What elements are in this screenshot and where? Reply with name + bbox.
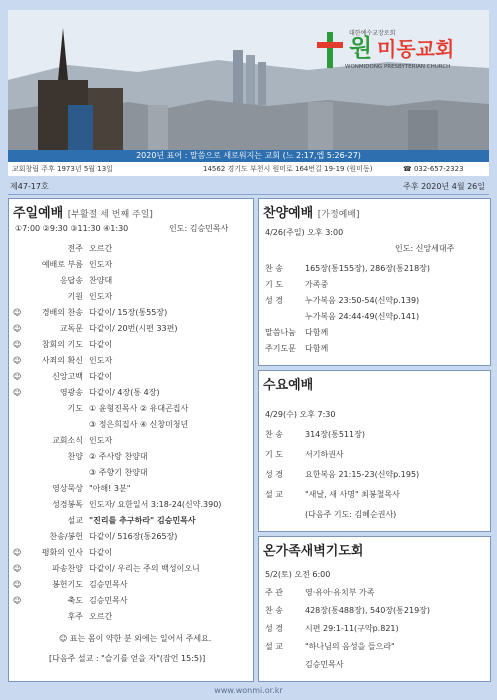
order-label: 영광송 xyxy=(59,388,83,397)
order-value: 오르간 xyxy=(89,244,113,253)
praise-label: 성 경 xyxy=(265,296,283,305)
sunday-order-row xyxy=(13,243,112,254)
church-phone: ☎ 032-657-2323 xyxy=(403,165,464,173)
order-value: ① 윤형진목사 ② 유대곤집사 xyxy=(89,404,189,413)
wed-label: 찬 송 xyxy=(265,430,283,439)
wed-row xyxy=(265,509,396,520)
church-info-bar xyxy=(8,162,489,176)
sunday-order-row xyxy=(13,547,112,558)
praise-row xyxy=(265,279,328,290)
praise-leader: 인도: 신앙세대주 xyxy=(395,244,455,253)
dawn-label: 설 교 xyxy=(265,642,283,651)
order-value: 인도자/ 요한일서 3:18-24(신약.390) xyxy=(89,500,222,509)
standing-mark-icon: ☺ xyxy=(13,324,22,333)
sunday-leader: 인도: 김승민목사 xyxy=(169,224,229,233)
dawn-value: "하나님의 음성을 들으라" xyxy=(305,642,395,651)
order-value: ③ 정은희집사 ④ 신창미청년 xyxy=(89,420,189,429)
sunday-order-row xyxy=(13,323,177,334)
dawn-row xyxy=(265,641,395,652)
sunday-title: 주일예배 xyxy=(13,206,64,221)
standing-mark-icon: ☺ xyxy=(13,564,22,573)
order-label: 전주 xyxy=(67,244,83,253)
order-label: 참회의 기도 xyxy=(41,340,83,349)
wed-value: (다음주 기도: 김혜순권사) xyxy=(305,510,397,519)
order-value: 김승민목사 xyxy=(89,596,128,605)
dawn-title: 온가족새벽기도회 xyxy=(263,544,364,559)
praise-row xyxy=(265,327,328,338)
dawn-value: 영·유아·유치부 가족 xyxy=(305,588,375,597)
praise-time: 4/26(주일) 오후 3:00 xyxy=(265,228,344,237)
wed-row xyxy=(265,469,419,480)
sunday-order-row xyxy=(13,531,177,542)
order-label: 예배로 부름 xyxy=(41,260,83,269)
dawn-label: 주 관 xyxy=(265,588,283,597)
website-url: www.wonmi.or.kr xyxy=(214,686,283,695)
standing-mark-icon: ☺ xyxy=(13,388,22,397)
wed-value: 요한복음 21:15-23(신약p.195) xyxy=(305,470,420,479)
praise-row xyxy=(265,295,419,306)
praise-row xyxy=(265,311,419,322)
cross-logo-icon xyxy=(315,32,345,68)
order-label: 기원 xyxy=(67,292,83,301)
sunday-order-row xyxy=(13,579,128,590)
order-label: 경배의 찬송 xyxy=(41,308,83,317)
church-english-name: WONMIDONG PRESBYTERIAN CHURCH xyxy=(345,64,451,70)
dawn-heading xyxy=(259,537,490,562)
order-label: 봉헌기도 xyxy=(52,580,83,589)
praise-subtitle: [가정예배] xyxy=(317,210,360,220)
wed-row xyxy=(265,429,365,440)
praise-value: 다함께 xyxy=(305,328,329,337)
standing-mark-icon: ☺ xyxy=(13,596,22,605)
founded-date: 교회창립 주후 1973년 5월 13일 xyxy=(12,165,113,173)
order-label: 기도 xyxy=(67,404,83,413)
standing-mark-icon: ☺ xyxy=(13,308,22,317)
praise-value: 누가복음 24:44-49(신약p.141) xyxy=(305,312,420,321)
sunday-order-row xyxy=(13,467,148,478)
sunday-order-row xyxy=(13,403,188,414)
sunday-order-row xyxy=(13,339,112,350)
dawn-label: 찬 송 xyxy=(265,606,283,615)
dawn-value: 428장(통488장), 540장(통219장) xyxy=(305,606,431,615)
order-value: 다같이/ 15장(통55장) xyxy=(89,308,168,317)
church-subtitle: 대한예수교장로회 xyxy=(349,30,396,37)
wednesday-worship-box xyxy=(258,370,491,532)
issue-number: 제47-17호 xyxy=(10,182,49,191)
order-label: 축도 xyxy=(67,596,83,605)
dawn-row xyxy=(265,623,399,634)
sunday-order-row xyxy=(13,419,188,430)
sunday-worship-box xyxy=(8,198,254,682)
order-value: 인도자 xyxy=(89,356,113,365)
sunday-order-row xyxy=(13,563,200,574)
dawn-value: 시편 29:1-11(구약p.821) xyxy=(305,624,399,633)
order-label: 사죄의 확신 xyxy=(41,356,83,365)
issue-header xyxy=(8,180,489,195)
order-value: "진리를 추구하라" 김승민목사 xyxy=(89,516,196,525)
wed-title: 수요예배 xyxy=(263,378,314,393)
sunday-order-row xyxy=(13,387,160,398)
praise-label: 말씀나눔 xyxy=(265,328,296,337)
order-label: 후주 xyxy=(67,612,83,621)
praise-value: 다함께 xyxy=(305,344,329,353)
dawn-prayer-box xyxy=(258,536,491,682)
church-name-rest: 미동교회 xyxy=(377,37,455,61)
praise-value: 가족중 xyxy=(305,280,329,289)
bulletin-date: 주후 2020년 4월 26일 xyxy=(403,182,485,191)
standing-mark-icon: ☺ xyxy=(13,580,22,589)
order-value: 다같이/ 우리는 주의 백성이오니 xyxy=(89,564,200,573)
order-value: 다같이/ 20번(시편 33편) xyxy=(89,324,178,333)
praise-value: 누가복음 23:50-54(신약p.139) xyxy=(305,296,420,305)
order-label: 찬송/봉헌 xyxy=(49,532,83,541)
wed-time: 4/29(수) 오후 7:30 xyxy=(265,410,336,419)
order-value: 인도자 xyxy=(89,436,113,445)
standing-mark-icon: ☺ xyxy=(13,548,22,557)
sunday-order-row xyxy=(13,515,196,526)
order-label: 신앙고백 xyxy=(52,372,83,381)
wed-value: 314장(통511장) xyxy=(305,430,365,439)
standing-note: ☺ 표는 몸이 약한 분 외에는 일어서 주세요. xyxy=(59,634,212,643)
order-label: 교회소식 xyxy=(52,436,83,445)
sunday-order-row xyxy=(13,499,221,510)
dawn-row xyxy=(265,659,344,670)
order-label: 응답송 xyxy=(59,276,83,285)
sunday-order-row xyxy=(13,355,112,366)
praise-row xyxy=(265,343,328,354)
sunday-order-row xyxy=(13,611,112,622)
praise-heading xyxy=(259,199,490,224)
praise-value: 165장(통155장), 286장(통218장) xyxy=(305,264,431,273)
order-value: 찬양대 xyxy=(89,276,113,285)
praise-worship-box xyxy=(258,198,491,366)
church-logo xyxy=(315,28,475,78)
motto-banner: 2020년 표어 : 말씀으로 새로워지는 교회 (느 2:17,엡 5:26-27) xyxy=(8,150,489,162)
sunday-order-row xyxy=(13,307,167,318)
order-label: 평화의 인사 xyxy=(41,548,83,557)
order-value: ② 주사랑 찬양대 xyxy=(89,452,148,461)
hero-cityscape-photo xyxy=(8,10,489,150)
next-sermon: [다음주 설교 : "슬기를 얻을 자"(잠언 15:5)] xyxy=(49,654,206,663)
order-label: 설교 xyxy=(67,516,83,525)
standing-mark-icon: ☺ xyxy=(13,356,22,365)
wed-row xyxy=(265,489,400,500)
dawn-label: 성 경 xyxy=(265,624,283,633)
order-value: 김승민목사 xyxy=(89,580,128,589)
wed-row xyxy=(265,449,344,460)
praise-label: 기 도 xyxy=(265,280,283,289)
sunday-order-row xyxy=(13,275,112,286)
wed-label: 설 교 xyxy=(265,490,283,499)
praise-label: 주기도문 xyxy=(265,344,296,353)
order-label: 성경봉독 xyxy=(52,500,83,509)
sunday-order-row xyxy=(13,371,112,382)
wed-label: 기 도 xyxy=(265,450,283,459)
wed-label: 성 경 xyxy=(265,470,283,479)
sunday-order-row xyxy=(13,595,128,606)
order-value: 인도자 xyxy=(89,260,113,269)
order-value: ③ 주향기 찬양대 xyxy=(89,468,148,477)
sunday-order-row xyxy=(13,451,148,462)
dawn-value: 김승민목사 xyxy=(305,660,344,669)
sunday-times: ①7:00 ②9:30 ③11:30 ④1:30 xyxy=(15,224,129,233)
praise-row xyxy=(265,263,430,274)
wed-value: "새날, 새 사명" 최봉철목사 xyxy=(305,490,400,499)
church-name-won: 원 xyxy=(349,34,373,62)
sunday-order-row xyxy=(13,291,112,302)
standing-mark-icon: ☺ xyxy=(13,340,22,349)
order-value: 다같이 xyxy=(89,372,113,381)
order-label: 영상묵상 xyxy=(52,484,83,493)
order-label: 파송찬양 xyxy=(52,564,83,573)
order-value: 다같이 xyxy=(89,548,113,557)
sunday-subtitle: [부활절 세 번째 주일] xyxy=(67,210,153,220)
order-label: 찬양 xyxy=(67,452,83,461)
dawn-row xyxy=(265,605,430,616)
standing-mark-icon: ☺ xyxy=(13,372,22,381)
dawn-time: 5/2(토) 오전 6:00 xyxy=(265,570,331,579)
order-value: 다같이/ 516장(통265장) xyxy=(89,532,178,541)
order-label: 교독문 xyxy=(59,324,83,333)
sunday-order-row xyxy=(13,483,130,494)
praise-title: 찬양예배 xyxy=(263,206,314,221)
wed-value: 서기하권사 xyxy=(305,450,344,459)
dawn-row xyxy=(265,587,374,598)
sunday-worship-heading xyxy=(9,199,253,224)
praise-label: 찬 송 xyxy=(265,264,283,273)
church-address: 14562 경기도 부천시 원미로 164번길 19-19 (원미동) xyxy=(203,165,373,173)
wed-heading xyxy=(259,371,490,396)
sunday-order-row xyxy=(13,259,112,270)
order-value: 인도자 xyxy=(89,292,113,301)
order-value: 다같이 xyxy=(89,340,113,349)
order-value: 다같이/ 4장(통 4장) xyxy=(89,388,160,397)
order-value: 오르간 xyxy=(89,612,113,621)
order-value: "아해! 3분" xyxy=(89,484,131,493)
sunday-order-row xyxy=(13,435,112,446)
